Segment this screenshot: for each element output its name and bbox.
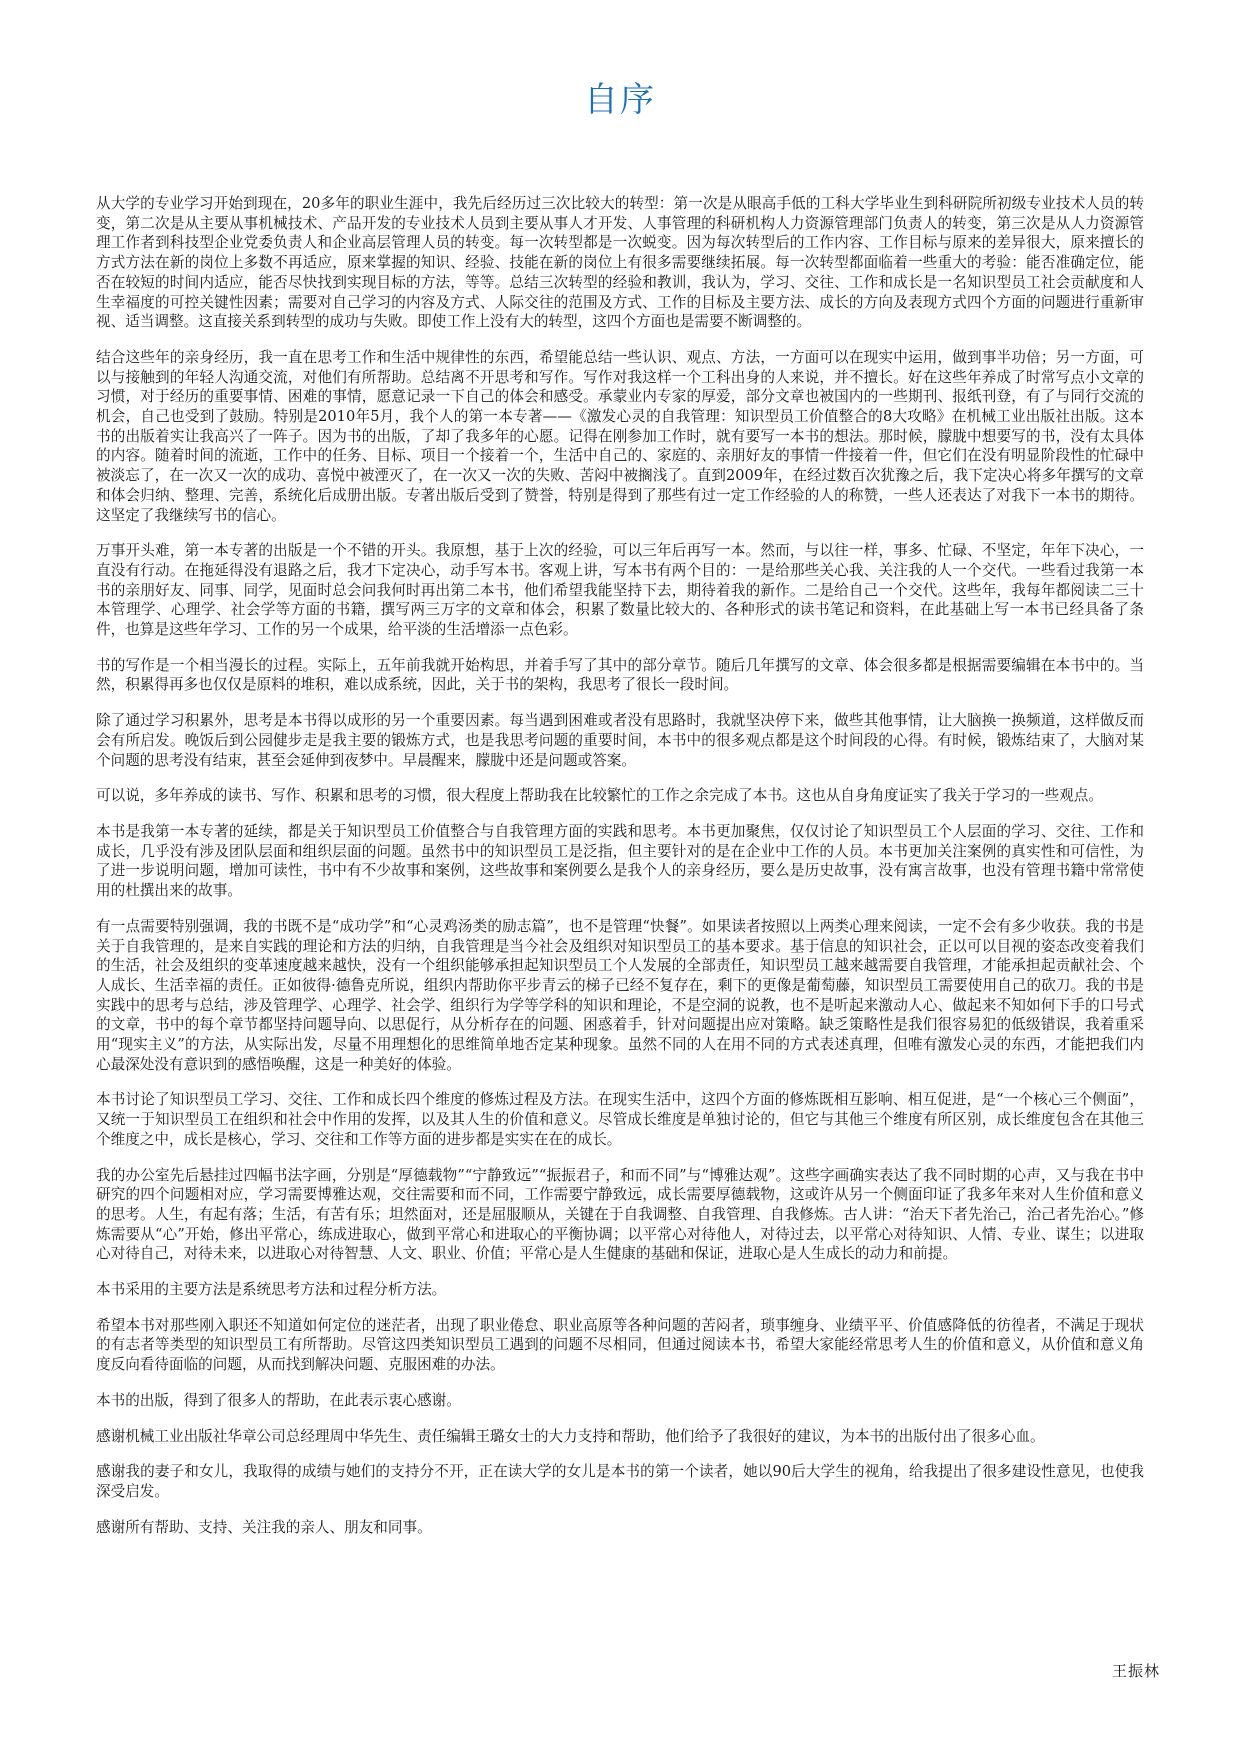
paragraph-5: 除了通过学习积累外，思考是本书得以成形的另一个重要因素。每当遇到困难或者没有思路时，我就坚决停下来，做些其他事情，让大脑换一换频道，这样做反而会有所启发。晚饭后到公园健步走是我主要的锻炼方式，也是我思考问题的重要时间，本书中的很多观点都是这个时间段的心得。有时候，锻炼结束了，大脑对某个问题的思考没有结束，甚至会延伸到夜梦中。早晨醒来，朦胧中还是问题或答案。 (96, 712, 1144, 769)
page-title: 自序 (584, 80, 656, 120)
paragraph-14: 感谢机械工业出版社华章公司总经理周中华先生、责任编辑王璐女士的大力支持和帮助，他们给予了我很好的建议，为本书的出版付出了很多心血。 (96, 1427, 1045, 1445)
paragraph-16: 感谢所有帮助、支持、关注我的亲人、朋友和同事。 (96, 1518, 432, 1536)
paragraph-13: 本书的出版，得到了很多人的帮助，在此表示衷心感谢。 (96, 1391, 461, 1409)
paragraph-4: 书的写作是一个相当漫长的过程。实际上，五年前我就开始构思，并着手写了其中的部分章节。随后几年撰写的文章、体会很多都是根据需要编辑在本书中的。当然，积累得再多也仅仅是原料的堆积，难以成系统，因此，关于书的架构，我思考了很长一段时间。 (96, 656, 1144, 694)
paragraph-3: 万事开头难，第一本专著的出版是一个不错的开头。我原想，基于上次的经验，可以三年后再写一本。然而，与以往一样，事多、忙碌、不坚定，年年下决心，一直没有行动。在拖延得没有退路之后，我才下定决心，动手写本书。客观上讲，写本书有两个目的：一是给那些关心我、关注我的人一个交代。一些看过我第一本书的亲朋好友、同事、同学，见面时总会问我何时再出第二本书，他们希望我能坚持下去，期待着我的新作。二是给自己一个交代。这些年，我每年都阅读二三十本管理学、心理学、社会学等方面的书籍，撰写两三万字的文章和体会，积累了数量比较大的、各种形式的读书笔记和资料，在此基础上写一本书已经具备了条件，也算是这些年学习、工作的另一个成果，给平淡的生活增添一点色彩。 (96, 542, 1144, 639)
preface-body (96, 194, 1144, 1553)
paragraph-8: 有一点需要特别强调，我的书既不是“成功学”和“心灵鸡汤类的励志篇”，也不是管理“快餐”。如果读者按照以上两类心理来阅读，一定不会有多少收获。我的书是关于自我管理的，是来自实践的理论和方法的归纳，自我管理是当今社会及组织对知识型员工的基本要求。基于信息的知识社会，正以可以目视的姿态改变着我们的生活，社会及组织的变革速度越来越快，没有一个组织能够承担起知识型员工个人发展的全部责任，知识型员工越来越需要自我管理，才能承担起贡献社会、个人成长、生活幸福的责任。正如彼得·德鲁克所说，组织内帮助你平步青云的梯子已经不复存在，剩下的更像是葡萄藤，知识型员工需要使用自己的砍刀。我的书是实践中的思考与总结，涉及管理学、心理学、社会学、组织行为学等学科的知识和理论，不是空洞的说教，也不是听起来激动人心、做起来不知如何下手的口号式的文章，书中的每个章节都坚持问题导向、以思促行，从分析存在的问题、困惑着手，针对问题提出应对策略。缺乏策略性是我们很容易犯的低级错误，我着重采用“现实主义”的方法，从实际出发，尽量不用理想化的思维简单地否定某种现象。虽然不同的人在用不同的方式表述真理，但唯有激发心灵的东西，才能把我们内心最深处没有意识到的感悟唤醒，这是一种美好的体验。 (96, 917, 1144, 1073)
paragraph-6: 可以说，多年养成的读书、写作、积累和思考的习惯，很大程度上帮助我在比较繁忙的工作之余完成了本书。这也从自身角度证实了我关于学习的一些观点。 (96, 787, 1103, 805)
paragraph-11: 本书采用的主要方法是系统思考方法和过程分析方法。 (96, 1281, 447, 1299)
paragraph-7: 本书是我第一本专著的延续，都是关于知识型员工价值整合与自我管理方面的实践和思考。本书更加聚焦，仅仅讨论了知识型员工个人层面的学习、交往、工作和成长，几乎没有涉及团队层面和组织层面的问题。虽然书中的知识型员工是泛指，但主要针对的是在企业中工作的人员。本书更加关注案例的真实性和可信性，为了进一步说明问题，增加可读性，书中有不少故事和案例，这些故事和案例要么是我个人的亲身经历，要么是历史故事，没有寓言故事，也没有管理书籍中常常使用的杜撰出来的故事。 (96, 822, 1144, 900)
paragraph-9: 本书讨论了知识型员工学习、交往、工作和成长四个维度的修炼过程及方法。在现实生活中，这四个方面的修炼既相互影响、相互促进，是“一个核心三个侧面”，又统一于知识型员工在组织和社会中作用的发挥，以及其人生的价值和意义。尽管成长维度是单独讨论的，但它与其他三个维度有所区别，成长维度包含在其他三个维度之中，成长是核心，学习、交往和工作等方面的进步都是实实在在的成长。 (96, 1091, 1144, 1148)
paragraph-1: 从大学的专业学习开始到现在，20多年的职业生涯中，我先后经历过三次比较大的转型：第一次是从眼高手低的工科大学毕业生到科研院所初级专业技术人员的转变，第二次是从主要从事机械技术、产品开发的专业技术人员到主要从事人才开发、人事管理的科研机构人力资源管理部门负责人的转变，第三次是从人力资源管理工作者到科技型企业党委负责人和企业高层管理人员的转变。每一次转型都是一次蜕变。因为每次转型后的工作内容、工作目标与原来的差异很大，原来擅长的方式方法在新的岗位上多数不再适应，原来掌握的知识、经验、技能在新的岗位上有很多需要继续拓展。每一次转型都面临着一些重大的考验：能否准确定位，能否在较短的时间内适应，能否尽快找到实现目标的方法，等等。总结三次转型的经验和教训，我认为，学习、交往、工作和成长是一名知识型员工社会贡献度和人生幸福度的可控关键性因素；需要对自己学习的内容及方式、人际交往的范围及方式、工作的目标及主要方法、成长的方向及表现方式四个方面的问题进行重新审视、适当调整。这直接关系到转型的成功与失败。即使工作上没有大的转型，这四个方面也是需要不断调整的。 (96, 195, 1144, 331)
paragraph-15: 感谢我的妻子和女儿，我取得的成绩与她们的支持分不开，正在读大学的女儿是本书的第一个读者，她以90后大学生的视角，给我提出了很多建设性意见，也使我深受启发。 (96, 1463, 1144, 1500)
paragraph-10: 我的办公室先后悬挂过四幅书法字画，分别是“厚德载物”“宁静致远”“振振君子，和而不同”与“博雅达观”。这些字画确实表达了我不同时期的心声，又与我在书中研究的四个问题相对应，学习需要博雅达观，交往需要和而不同，工作需要宁静致远，成长需要厚德载物，这或许从另一个侧面印证了我多年来对人生价值和意义的思考。人生，有起有落；生活，有苦有乐；坦然面对，还是屈服顺从，关键在于自我调整、自我管理、自我修炼。古人讲：“治天下者先治己，治己者先治心。”修炼需要从“心”开始，修出平常心，练成进取心，做到平常心和进取心的平衡协调；以平常心对待他人，对待过去，以平常心对待知识、人情、专业、谋生；以进取心对待自己，对待未来，以进取心对待智慧、人文、职业、价值；平常心是人生健康的基础和保证，进取心是人生成长的动力和前提。 (96, 1166, 1144, 1263)
paragraph-12: 希望本书对那些刚入职还不知道如何定位的迷茫者，出现了职业倦怠、职业高原等各种问题的苦闷者，琐事缠身、业绩平平、价值感降低的彷徨者，不满足于现状的有志者等类型的知识型员工有所帮助。尽管这四类知识型员工遇到的问题不尽相同，但通过阅读本书，希望大家能经常思考人生的价值和意义，从价值和意义角度反向看待面临的问题，从而找到解决问题、克服困难的办法。 (96, 1316, 1144, 1374)
author-signature: 王振林 (1111, 1662, 1160, 1680)
paragraph-2: 结合这些年的亲身经历，我一直在思考工作和生活中规律性的东西，希望能总结一些认识、观点、方法，一方面可以在现实中运用，做到事半功倍；另一方面，可以与接触到的年轻人沟通交流，对他们有所帮助。总结离不开思考和写作。写作对我这样一个工科出身的人来说，并不擅长。好在这些年养成了时常写点小文章的习惯，对于经历的重要事情、困难的事情，愿意记录一下自己的体会和感受。承蒙业内专家的厚爱，部分文章也被国内的一些期刊、报纸刊登，有了与同行交流的机会，自己也受到了鼓励。特别是2010年5月，我个人的第一本专著——《激发心灵的自我管理：知识型员工价值整合的8大攻略》在机械工业出版社出版。这本书的出版着实让我高兴了一阵子。因为书的出版，了却了我多年的心愿。记得在刚参加工作时，就有要写一本书的想法。那时候，朦胧中想要写的书，没有太具体的内容。随着时间的流逝，工作中的任务、目标、项目一个接着一个，生活中自己的、家庭的、亲朋好友的事情一件接着一件，但它们在没有明显阶段性的忙碌中被淡忘了，在一次又一次的成功、喜悦中被湮灭了，在一次又一次的失败、苦闷中被搁浅了。直到2009年，在经过数百次犹豫之后，我下定决心将多年撰写的文章和体会归纳、整理、完善，系统化后成册出版。专著出版后受到了赞誉，特别是得到了那些有过一定工作经验的人的称赞，一些人还表达了对我下一本书的期待。这坚定了我继续写书的信心。 (96, 348, 1144, 524)
